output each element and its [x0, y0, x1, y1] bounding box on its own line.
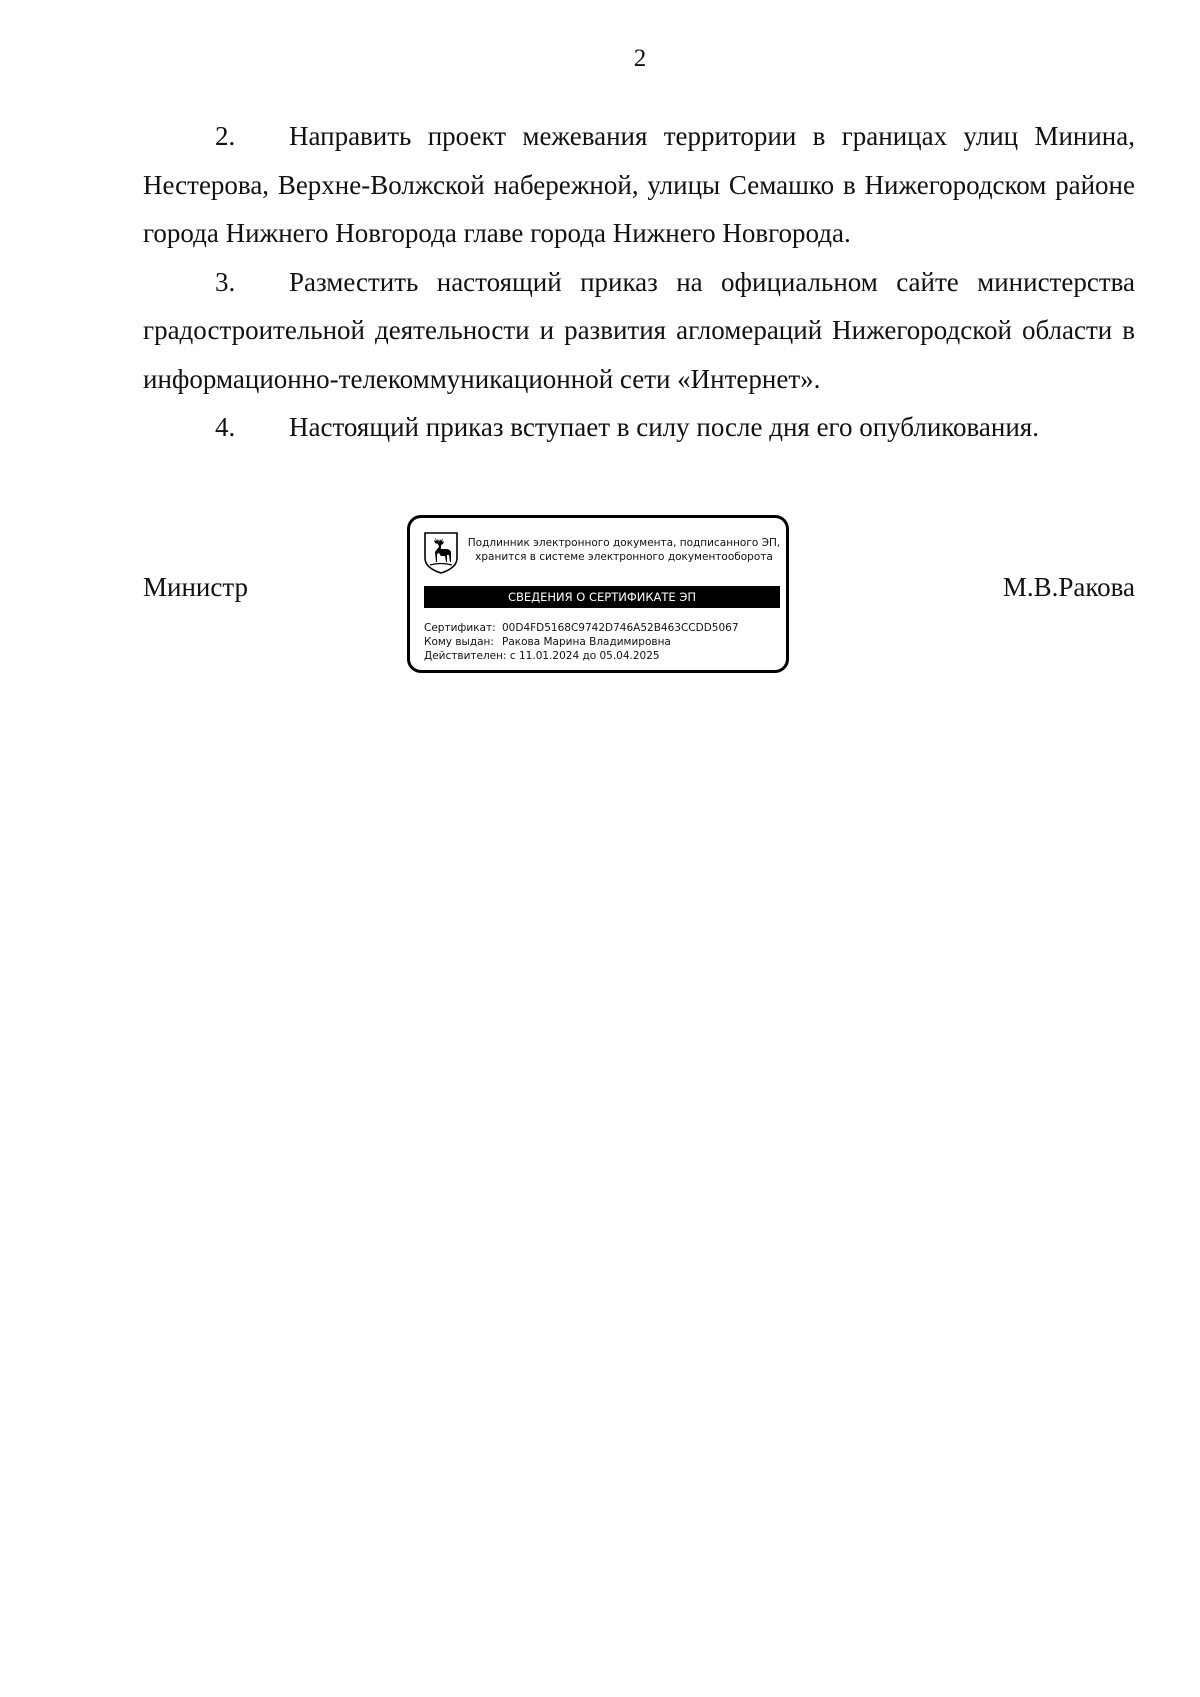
- validity-value: с 11.01.2024 до 05.04.2025: [509, 650, 660, 662]
- issued-to-value: Ракова Марина Владимировна: [502, 636, 671, 648]
- electronic-signature-stamp: [407, 515, 789, 673]
- stamp-header-line: Подлинник электронного документа, подписанного ЭП,: [467, 537, 781, 549]
- validity-row: [424, 649, 780, 663]
- stamp-header: [462, 536, 786, 564]
- certificate-row: [424, 621, 780, 635]
- paragraph-item-2: [143, 112, 1135, 258]
- paragraph-text: Направить проект межевания территории в границах улиц Минина, Нестерова, Верхне-Волжской набережной, улицы Семашко в Нижегородском районе города Нижнего Новгорода главе города Нижнего Новгорода.: [143, 121, 1135, 248]
- paragraph-number: 2.: [215, 121, 236, 151]
- stamp-certificate-title: СВЕДЕНИЯ О СЕРТИФИКАТЕ ЭП: [424, 586, 780, 608]
- paragraph-text: Настоящий приказ вступает в силу после дня его опубликования.: [289, 412, 1039, 442]
- paragraph-number: 3.: [215, 266, 236, 297]
- validity-label: Действителен:: [424, 650, 507, 662]
- paragraph-item-4: [143, 403, 1135, 452]
- stamp-certificate-details: [424, 621, 780, 663]
- certificate-label: Сертификат:: [424, 622, 496, 634]
- certificate-value: 00D4FD5168C9742D746A52B463CCDD5067: [502, 622, 739, 634]
- signatory-position: Министр: [143, 572, 248, 602]
- stamp-header-line: хранится в системе электронного документооборота: [475, 551, 773, 563]
- nizhny-novgorod-deer-emblem-icon: [424, 532, 458, 574]
- paragraph-number: 4.: [215, 412, 236, 442]
- signatory-name: М.В.Ракова: [1002, 572, 1135, 602]
- issued-to-label: Кому выдан:: [424, 636, 494, 648]
- paragraph-item-3: [143, 258, 1135, 404]
- page-number: 2: [633, 45, 647, 72]
- paragraph-text: Разместить настоящий приказ на официальном сайте министерства градостроительной деятельности и развития агломераций Нижегородской области в информационно-телекоммуникационной сети «Интернет».: [143, 266, 1135, 394]
- issued-to-row: [424, 635, 780, 649]
- document-body: [143, 112, 1135, 452]
